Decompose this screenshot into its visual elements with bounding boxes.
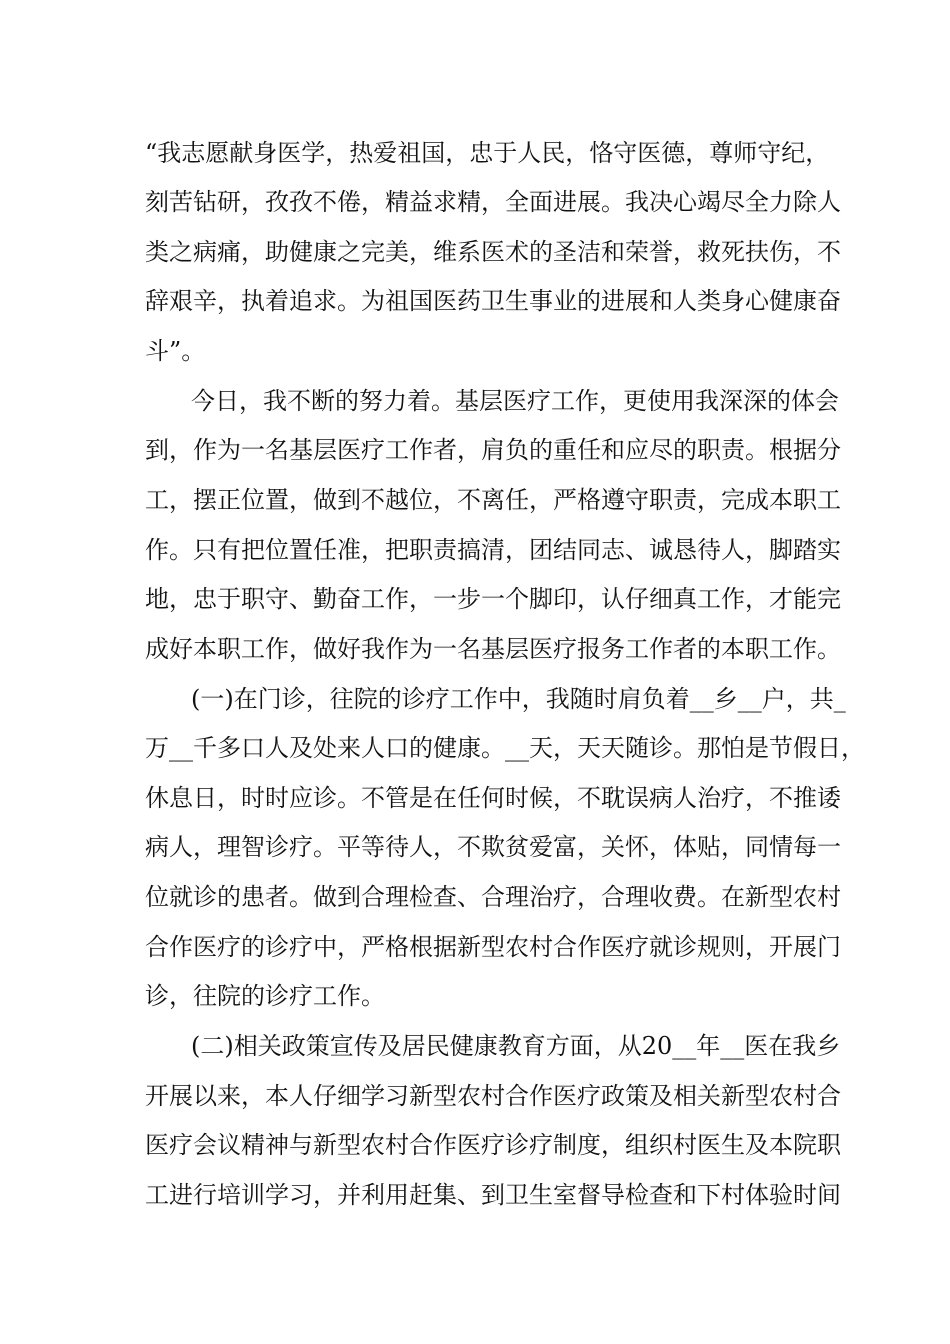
paragraph-3-line-3: 休息日，时时应诊。不管是在任何时候，不耽误病人治疗，不推诿	[145, 784, 841, 812]
paragraph-1-line-1: “我志愿献身医学，热爱祖国，忠于人民，恪守医德，尊师守纪，	[145, 139, 830, 167]
paragraph-3-line-2: 万__千多口人及处来人口的健康。__天，天天随诊。那怕是节假日，	[145, 734, 865, 762]
paragraph-1-line-5: 斗”。	[145, 337, 206, 365]
paragraph-2-line-6: 成好本职工作，做好我作为一名基层医疗报务工作者的本职工作。	[145, 635, 841, 663]
paragraph-1-line-4: 辞艰辛，执着追求。为祖国医药卫生事业的进展和人类身心健康奋	[145, 287, 841, 315]
paragraph-1-line-3: 类之病痛，助健康之完美，维系医术的圣洁和荣誉，救死扶伤，不	[145, 238, 841, 266]
paragraph-1-line-2: 刻苦钻研，孜孜不倦，精益求精，全面进展。我决心竭尽全力除人	[145, 188, 841, 216]
paragraph-3-line-6: 合作医疗的诊疗中，严格根据新型农村合作医疗就诊规则，开展门	[145, 933, 841, 961]
paragraph-2-line-2: 到，作为一名基层医疗工作者，肩负的重任和应尽的职责。根据分	[145, 436, 841, 464]
paragraph-2-line-5: 地，忠于职守、勤奋工作，一步一个脚印，认仔细真工作，才能完	[145, 585, 841, 613]
paragraph-3-line-7: 诊，往院的诊疗工作。	[145, 982, 385, 1010]
paragraph-4-line-3: 医疗会议精神与新型农村合作医疗诊疗制度，组织村医生及本院职	[145, 1131, 841, 1159]
paragraph-3-line-4: 病人，理智诊疗。平等待人，不欺贫爱富，关怀，体贴，同情每一	[145, 833, 841, 861]
paragraph-2-line-4: 作。只有把位置任准，把职责搞清，团结同志、诚恳待人，脚踏实	[145, 536, 841, 564]
paragraph-4-line-4: 工进行培训学习，并利用赶集、到卫生室督导检查和下村体验时间	[145, 1181, 841, 1209]
paragraph-3-line-5: 位就诊的患者。做到合理检查、合理治疗，合理收费。在新型农村	[145, 883, 841, 911]
paragraph-4-line-2: 开展以来，本人仔细学习新型农村合作医疗政策及相关新型农村合	[145, 1082, 841, 1110]
paragraph-2-line-3: 工，摆正位置，做到不越位，不离任，严格遵守职责，完成本职工	[145, 486, 841, 514]
paragraph-2-line-1: 今日，我不断的努力着。基层医疗工作，更使用我深深的体会	[191, 387, 839, 415]
paragraph-4-line-1: (二)相关政策宣传及居民健康教育方面，从20__年__医在我乡	[191, 1032, 841, 1060]
paragraph-3-line-1: (一)在门诊，往院的诊疗工作中，我随时肩负着__乡__户，共_	[191, 685, 846, 713]
